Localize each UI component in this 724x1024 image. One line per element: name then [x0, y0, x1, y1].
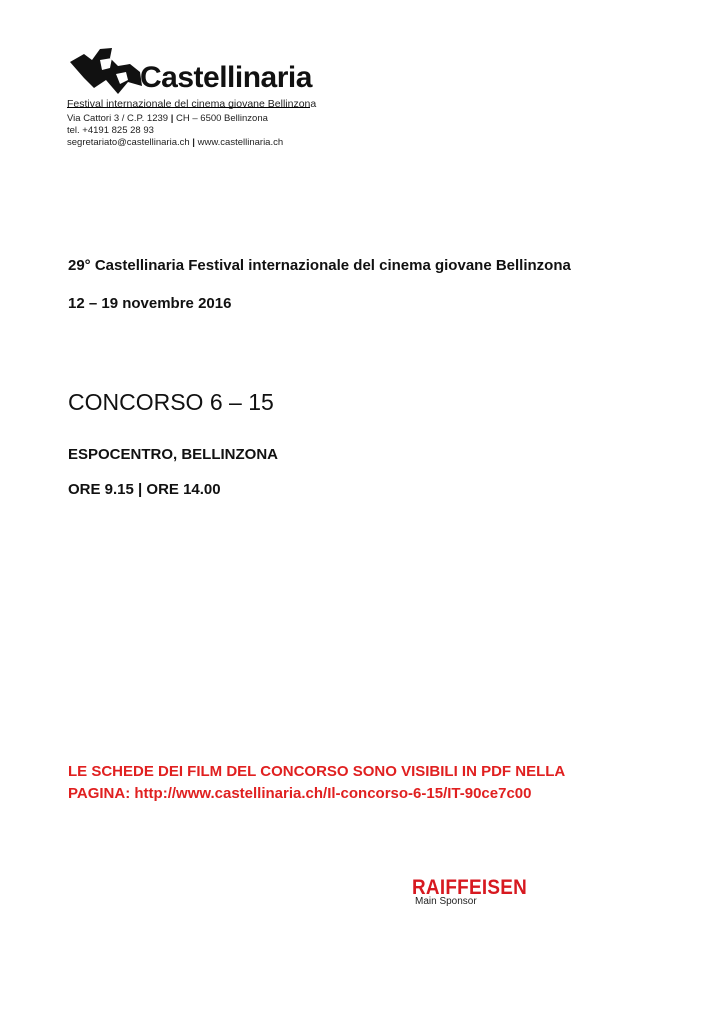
page-title: CONCORSO 6 – 15: [68, 389, 274, 415]
address-street: Via Cattori 3 / C.P. 1239: [67, 113, 169, 124]
email-link[interactable]: segretariato@castellinaria.ch: [67, 137, 190, 148]
separator: |: [170, 113, 174, 124]
screening-times: ORE 9.15 | ORE 14.00: [68, 481, 221, 498]
phone-line: tel. +4191 825 28 93: [67, 125, 154, 136]
contact-line: [67, 137, 283, 149]
notice-line-2[interactable]: PAGINA: http://www.castellinaria.ch/Il-concorso-6-15/IT-90ce7c00: [68, 785, 532, 802]
address-city: CH – 6500 Bellinzona: [176, 113, 268, 124]
festival-dates: 12 – 19 novembre 2016: [68, 295, 232, 312]
logo-subtitle: Festival internazionale del cinema giovane Bellinzona: [67, 98, 317, 110]
website-link[interactable]: www.castellinaria.ch: [197, 137, 284, 148]
notice-line-1: LE SCHEDE DEI FILM DEL CONCORSO SONO VISIBILI IN PDF NELLA: [68, 763, 566, 780]
festival-line: 29° Castellinaria Festival internazionale del cinema giovane Bellinzona: [68, 257, 571, 274]
separator: |: [192, 137, 195, 148]
address-line: [67, 113, 268, 125]
sponsor-label: Main Sponsor: [415, 896, 477, 907]
venue: ESPOCENTRO, BELLINZONA: [68, 446, 279, 463]
raiffeisen-logo: RAIFFEISEN: [412, 876, 528, 899]
logo-name: Castellinaria: [140, 61, 312, 94]
castellinaria-logo-icon: [66, 44, 144, 96]
